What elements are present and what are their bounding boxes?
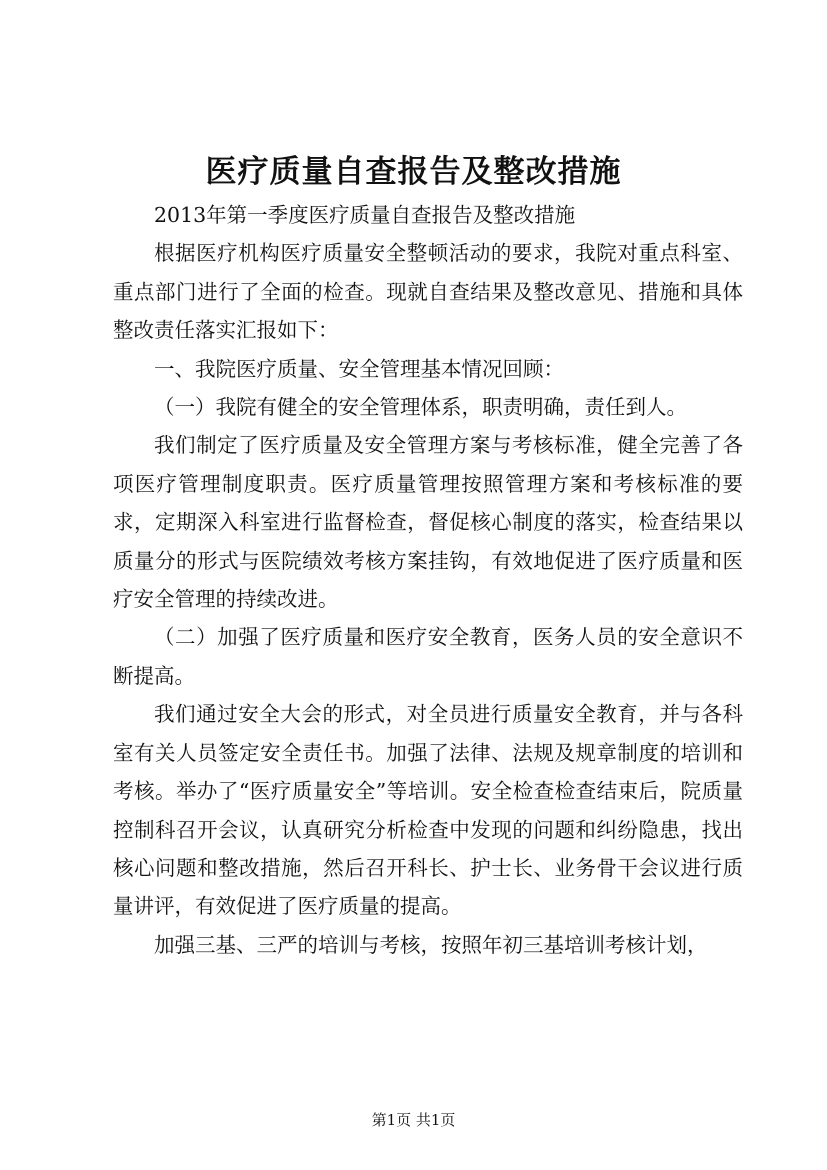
paragraph-subtitle: 2013年第一季度医疗质量自查报告及整改措施: [154, 203, 576, 227]
section-heading-1: 一、我院医疗质量、安全管理基本情况回顾：: [154, 356, 564, 381]
paragraph-management: 我们制定了医疗质量及安全管理方案与考核标准，健全完善了各项医疗管理制度职责。医疗质量管理按照管理方案和考核标准的要求，定期深入科室进行监督检查，督促核心制度的落实，检查结果以质量分的形式与医院绩效考核方案挂钩，有效地促进了医疗质量和医疗安全管理的持续改进。: [113, 433, 743, 612]
subsection-heading-2: （二）加强了医疗质量和医疗安全教育，医务人员的安全意识不断提高。: [113, 625, 743, 688]
document-body: [113, 196, 743, 964]
document-title: 医疗质量自查报告及整改措施: [205, 154, 622, 190]
subsection-heading-1: （一）我院有健全的安全管理体系，职责明确，责任到人。: [154, 395, 687, 420]
page-footer: 第1页 共1页: [371, 1111, 456, 1129]
paragraph-education: 我们通过安全大会的形式，对全员进行质量安全教育，并与各科室有关人员签定安全责任书。加强了法律、法规及规章制度的培训和考核。举办了“医疗质量安全”等培训。安全检查检查结束后，院质量控制科召开会议，认真研究分析检查中发现的问题和纠纷隐患，找出核心问题和整改措施，然后召开科长、护士长、业务骨干会议进行质量讲评，有效促进了医疗质量的提高。: [113, 702, 743, 919]
paragraph-training: 加强三基、三严的培训与考核，按照年初三基培训考核计划，: [154, 932, 708, 957]
paragraph-intro: 根据医疗机构医疗质量安全整顿活动的要求，我院对重点科室、重点部门进行了全面的检查。现就自查结果及整改意见、措施和具体整改责任落实汇报如下：: [113, 241, 743, 343]
